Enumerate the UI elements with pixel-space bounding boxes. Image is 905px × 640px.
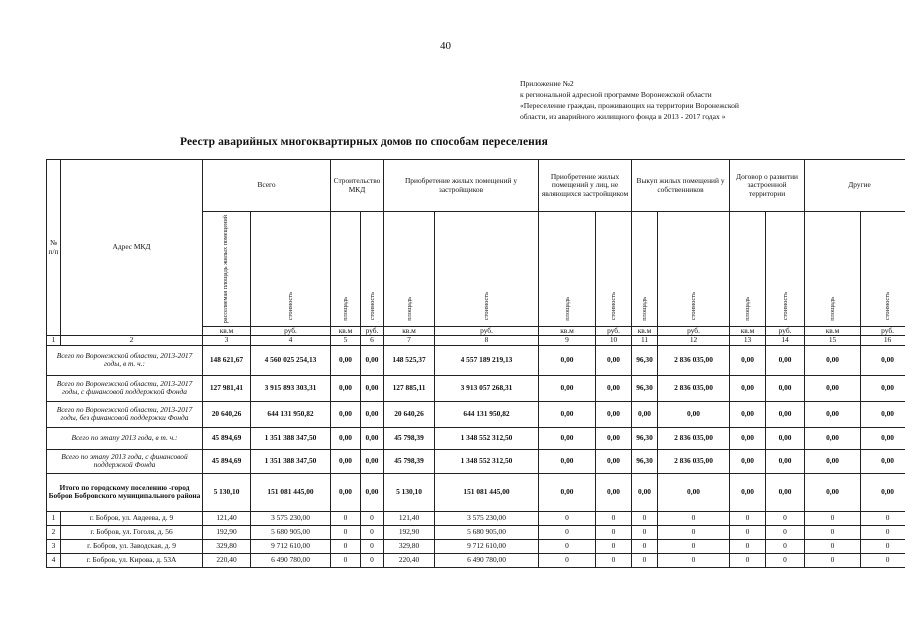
row-value: 9 712 610,00: [435, 539, 539, 553]
summary-value: 0,00: [361, 427, 384, 449]
summary-value: 0,00: [861, 401, 905, 427]
summary-value: 0,00: [539, 473, 596, 511]
summary-value: 96,30: [632, 427, 658, 449]
row-value: 0: [658, 525, 730, 539]
header-sub-area: площадь: [632, 212, 658, 327]
column-number-cell: 6: [361, 336, 384, 346]
summary-value: 0,00: [805, 449, 861, 473]
row-value: 0: [805, 511, 861, 525]
summary-value: 3 915 893 303,31: [251, 375, 331, 401]
header-group-construction: Строительство МКД: [331, 160, 384, 212]
summary-value: 4 560 025 254,13: [251, 345, 331, 375]
column-number-cell: 14: [766, 336, 805, 346]
row-value: 0: [861, 525, 905, 539]
summary-row: [47, 427, 905, 449]
row-value: 0: [596, 553, 632, 567]
summary-value: 644 131 950,82: [251, 401, 331, 427]
summary-value: 0,00: [361, 345, 384, 375]
column-number-cell: 13: [730, 336, 766, 346]
unit-cell: руб.: [861, 326, 905, 336]
row-value: 0: [805, 525, 861, 539]
row-value: 0: [766, 511, 805, 525]
row-value: 6 490 780,00: [251, 553, 331, 567]
summary-value: 0,00: [658, 401, 730, 427]
unit-cell: руб.: [766, 326, 805, 336]
row-value: 9 712 610,00: [251, 539, 331, 553]
row-address: г. Бобров, ул. Авдеева, д. 9: [61, 511, 203, 525]
summary-value: 0,00: [539, 401, 596, 427]
table-row: [47, 511, 905, 525]
unit-cell: кв.м: [539, 326, 596, 336]
summary-value: 96,30: [632, 375, 658, 401]
row-address: г. Бобров, ул. Кирова, д. 53А: [61, 553, 203, 567]
summary-value: 45 894,69: [203, 427, 251, 449]
row-value: 0: [730, 553, 766, 567]
header-group-developers: Приобретение жилых помещений у застройщиков: [384, 160, 539, 212]
column-number-cell: 4: [251, 336, 331, 346]
header-sub-area: площадь: [539, 212, 596, 327]
row-value: 0: [596, 511, 632, 525]
column-number-cell: 8: [435, 336, 539, 346]
summary-value: 0,00: [730, 401, 766, 427]
summary-value: 0,00: [596, 473, 632, 511]
summary-label: Всего по этапу 2013 года, с финансовой поддержкой Фонда: [47, 449, 203, 473]
summary-value: 0,00: [805, 473, 861, 511]
row-value: 0: [658, 511, 730, 525]
row-value: 0: [861, 511, 905, 525]
summary-value: 0,00: [766, 375, 805, 401]
unit-cell: кв.м: [331, 326, 361, 336]
summary-value: 0,00: [596, 401, 632, 427]
header-sub-cost: стоимость: [861, 212, 905, 327]
summary-value: 0,00: [596, 427, 632, 449]
appendix-line: «Переселение граждан, проживающих на территории Воронежской: [520, 101, 739, 110]
summary-value: 0,00: [331, 345, 361, 375]
column-number-cell: 7: [384, 336, 435, 346]
summary-value: 0,00: [361, 401, 384, 427]
summary-value: 0,00: [539, 375, 596, 401]
summary-value: 0,00: [805, 427, 861, 449]
summary-value: 0,00: [361, 449, 384, 473]
column-number-cell: 3: [203, 336, 251, 346]
row-value: 0: [331, 511, 361, 525]
column-number-cell: 5: [331, 336, 361, 346]
registry-table: [46, 159, 905, 568]
row-value: 220,40: [384, 553, 435, 567]
summary-value: 2 836 035,00: [658, 449, 730, 473]
row-value: 0: [596, 539, 632, 553]
summary-value: 5 130,10: [203, 473, 251, 511]
summary-value: 0,00: [331, 401, 361, 427]
row-value: 0: [805, 539, 861, 553]
summary-row: [47, 345, 905, 375]
column-number-cell: 15: [805, 336, 861, 346]
page-number: 40: [440, 40, 451, 52]
row-value: 0: [539, 539, 596, 553]
header-sub-area: площадь: [805, 212, 861, 327]
summary-value: 4 557 189 219,13: [435, 345, 539, 375]
row-value: 3 575 230,00: [251, 511, 331, 525]
summary-value: 45 798,39: [384, 449, 435, 473]
summary-value: 0,00: [861, 427, 905, 449]
appendix-line: области, из аварийного жилищного фонда в 2013 - 2017 годах »: [520, 112, 726, 121]
column-number-cell: 9: [539, 336, 596, 346]
summary-value: 148 621,67: [203, 345, 251, 375]
summary-value: 0,00: [805, 401, 861, 427]
row-value: 0: [766, 539, 805, 553]
column-number-cell: 1: [47, 336, 61, 346]
summary-value: 0,00: [730, 427, 766, 449]
row-value: 3 575 230,00: [435, 511, 539, 525]
row-value: 0: [361, 553, 384, 567]
summary-value: 5 130,10: [384, 473, 435, 511]
header-num: № п/п: [47, 160, 61, 336]
summary-value: 0,00: [861, 375, 905, 401]
summary-value: 151 081 445,00: [251, 473, 331, 511]
header-sub-cost: стоимость: [596, 212, 632, 327]
summary-value: 0,00: [766, 449, 805, 473]
summary-value: 0,00: [805, 345, 861, 375]
header-sub-area: площадь: [730, 212, 766, 327]
summary-value: 0,00: [361, 473, 384, 511]
column-number-cell: 16: [861, 336, 905, 346]
row-value: 0: [730, 511, 766, 525]
row-value: 0: [658, 539, 730, 553]
row-value: 0: [730, 539, 766, 553]
summary-value: 0,00: [539, 449, 596, 473]
row-value: 121,40: [203, 511, 251, 525]
summary-value: 0,00: [539, 345, 596, 375]
summary-value: 2 836 035,00: [658, 375, 730, 401]
summary-value: 2 836 035,00: [658, 345, 730, 375]
summary-value: 0,00: [730, 375, 766, 401]
row-value: 0: [730, 525, 766, 539]
summary-value: 0,00: [331, 449, 361, 473]
appendix-note: [520, 78, 850, 122]
summary-value: 1 351 388 347,50: [251, 449, 331, 473]
row-value: 0: [861, 553, 905, 567]
summary-value: 0,00: [766, 427, 805, 449]
row-value: 0: [805, 553, 861, 567]
summary-value: 0,00: [632, 473, 658, 511]
summary-value: 1 348 552 312,50: [435, 449, 539, 473]
summary-value: 0,00: [596, 375, 632, 401]
row-number: 3: [47, 539, 61, 553]
header-group-buyout: Выкуп жилых помещений у собственников: [632, 160, 730, 212]
summary-row: [47, 473, 905, 511]
summary-value: 45 798,39: [384, 427, 435, 449]
header-group-non-developers: Приобретение жилых помещений у лиц, не являющихся застройщиком: [539, 160, 632, 212]
row-value: 0: [632, 553, 658, 567]
unit-cell: руб.: [435, 326, 539, 336]
row-value: 192,90: [203, 525, 251, 539]
summary-value: 0,00: [331, 473, 361, 511]
row-number: 2: [47, 525, 61, 539]
header-group-other: Другие: [805, 160, 905, 212]
header-sub-cost: стоимость: [435, 212, 539, 327]
summary-row: [47, 449, 905, 473]
document-title: Реестр аварийных многоквартирных домов по способам переселения: [180, 136, 548, 148]
unit-cell: кв.м: [730, 326, 766, 336]
summary-value: 127 981,41: [203, 375, 251, 401]
summary-value: 148 525,37: [384, 345, 435, 375]
header-sub-cost: стоимость: [658, 212, 730, 327]
row-value: 121,40: [384, 511, 435, 525]
summary-label: Всего по этапу 2013 года, в т. ч.:: [47, 427, 203, 449]
header-sub-area: площадь: [331, 212, 361, 327]
summary-value: 127 885,11: [384, 375, 435, 401]
header-groups-row: [47, 160, 905, 212]
header-group-total: Всего: [203, 160, 331, 212]
summary-label: Всего по Воронежской области, 2013-2017 годы, с финансовой поддержкой Фонда: [47, 375, 203, 401]
summary-value: 45 894,69: [203, 449, 251, 473]
summary-value: 0,00: [730, 449, 766, 473]
row-value: 0: [596, 525, 632, 539]
row-value: 329,80: [384, 539, 435, 553]
column-number-cell: 10: [596, 336, 632, 346]
row-value: 0: [766, 553, 805, 567]
row-number: 4: [47, 553, 61, 567]
row-value: 0: [539, 553, 596, 567]
column-numbers-row: [47, 336, 905, 346]
summary-value: 96,30: [632, 345, 658, 375]
summary-label: Всего по Воронежской области, 2013-2017 годы, без финансовой поддержки Фонда: [47, 401, 203, 427]
row-value: 0: [539, 525, 596, 539]
summary-row: [47, 375, 905, 401]
summary-value: 151 081 445,00: [435, 473, 539, 511]
summary-value: 20 640,26: [203, 401, 251, 427]
summary-value: 0,00: [766, 473, 805, 511]
header-sub-total-area: расселяемая площадь жилых помещений: [203, 212, 251, 327]
unit-cell: руб.: [658, 326, 730, 336]
row-address: г. Бобров, ул. Гоголя, д. 56: [61, 525, 203, 539]
summary-value: 0,00: [730, 345, 766, 375]
header-sub-cost: стоимость: [251, 212, 331, 327]
unit-cell: кв.м: [632, 326, 658, 336]
summary-value: 2 836 035,00: [658, 427, 730, 449]
summary-value: 0,00: [766, 345, 805, 375]
summary-value: 0,00: [766, 401, 805, 427]
row-value: 0: [361, 511, 384, 525]
summary-value: 0,00: [632, 401, 658, 427]
header-group-development-agreement: Договор о развитии застроенной территории: [730, 160, 805, 212]
table-row: [47, 553, 905, 567]
summary-value: 0,00: [596, 345, 632, 375]
row-value: 0: [632, 511, 658, 525]
unit-cell: руб.: [251, 326, 331, 336]
summary-value: 0,00: [658, 473, 730, 511]
table-row: [47, 525, 905, 539]
row-value: 0: [632, 539, 658, 553]
row-value: 0: [331, 525, 361, 539]
appendix-line: к региональной адресной программе Воронежской области: [520, 90, 712, 99]
row-value: 0: [632, 525, 658, 539]
header-sub-cost: стоимость: [361, 212, 384, 327]
header-sub-area: площадь: [384, 212, 435, 327]
row-value: 0: [331, 553, 361, 567]
column-number-cell: 11: [632, 336, 658, 346]
row-value: 5 680 905,00: [251, 525, 331, 539]
summary-value: 20 640,26: [384, 401, 435, 427]
summary-value: 0,00: [861, 345, 905, 375]
summary-value: 1 351 388 347,50: [251, 427, 331, 449]
summary-value: 0,00: [861, 449, 905, 473]
appendix-line: Приложение №2: [520, 79, 574, 88]
summary-value: 0,00: [596, 449, 632, 473]
column-number-cell: 2: [61, 336, 203, 346]
summary-value: 0,00: [861, 473, 905, 511]
summary-value: 0,00: [361, 375, 384, 401]
row-value: 0: [331, 539, 361, 553]
row-value: 192,90: [384, 525, 435, 539]
row-value: 220,40: [203, 553, 251, 567]
summary-value: 0,00: [730, 473, 766, 511]
summary-value: 0,00: [331, 427, 361, 449]
row-value: 0: [861, 539, 905, 553]
summary-value: 0,00: [539, 427, 596, 449]
header-address: Адрес МКД: [61, 160, 203, 336]
row-value: 6 490 780,00: [435, 553, 539, 567]
table-row: [47, 539, 905, 553]
row-number: 1: [47, 511, 61, 525]
row-value: 0: [658, 553, 730, 567]
row-address: г. Бобров, ул. Заводская, д. 9: [61, 539, 203, 553]
row-value: 0: [361, 525, 384, 539]
summary-value: 3 913 057 268,31: [435, 375, 539, 401]
unit-cell: руб.: [596, 326, 632, 336]
summary-label: Всего по Воронежской области, 2013-2017 годы, в т. ч.:: [47, 345, 203, 375]
summary-value: 1 348 552 312,50: [435, 427, 539, 449]
row-value: 0: [539, 511, 596, 525]
summary-value: 644 131 950,82: [435, 401, 539, 427]
column-number-cell: 12: [658, 336, 730, 346]
row-value: 0: [766, 525, 805, 539]
summary-row: [47, 401, 905, 427]
unit-cell: кв.м: [203, 326, 251, 336]
summary-label: Итого по городскому поселению -город Бобров Бобровского муниципального района: [47, 473, 203, 511]
row-value: 5 680 905,00: [435, 525, 539, 539]
row-value: 329,80: [203, 539, 251, 553]
unit-cell: кв.м: [384, 326, 435, 336]
header-sub-cost: стоимость: [766, 212, 805, 327]
summary-value: 0,00: [331, 375, 361, 401]
row-value: 0: [361, 539, 384, 553]
summary-value: 96,30: [632, 449, 658, 473]
unit-cell: кв.м: [805, 326, 861, 336]
summary-value: 0,00: [805, 375, 861, 401]
unit-cell: руб.: [361, 326, 384, 336]
